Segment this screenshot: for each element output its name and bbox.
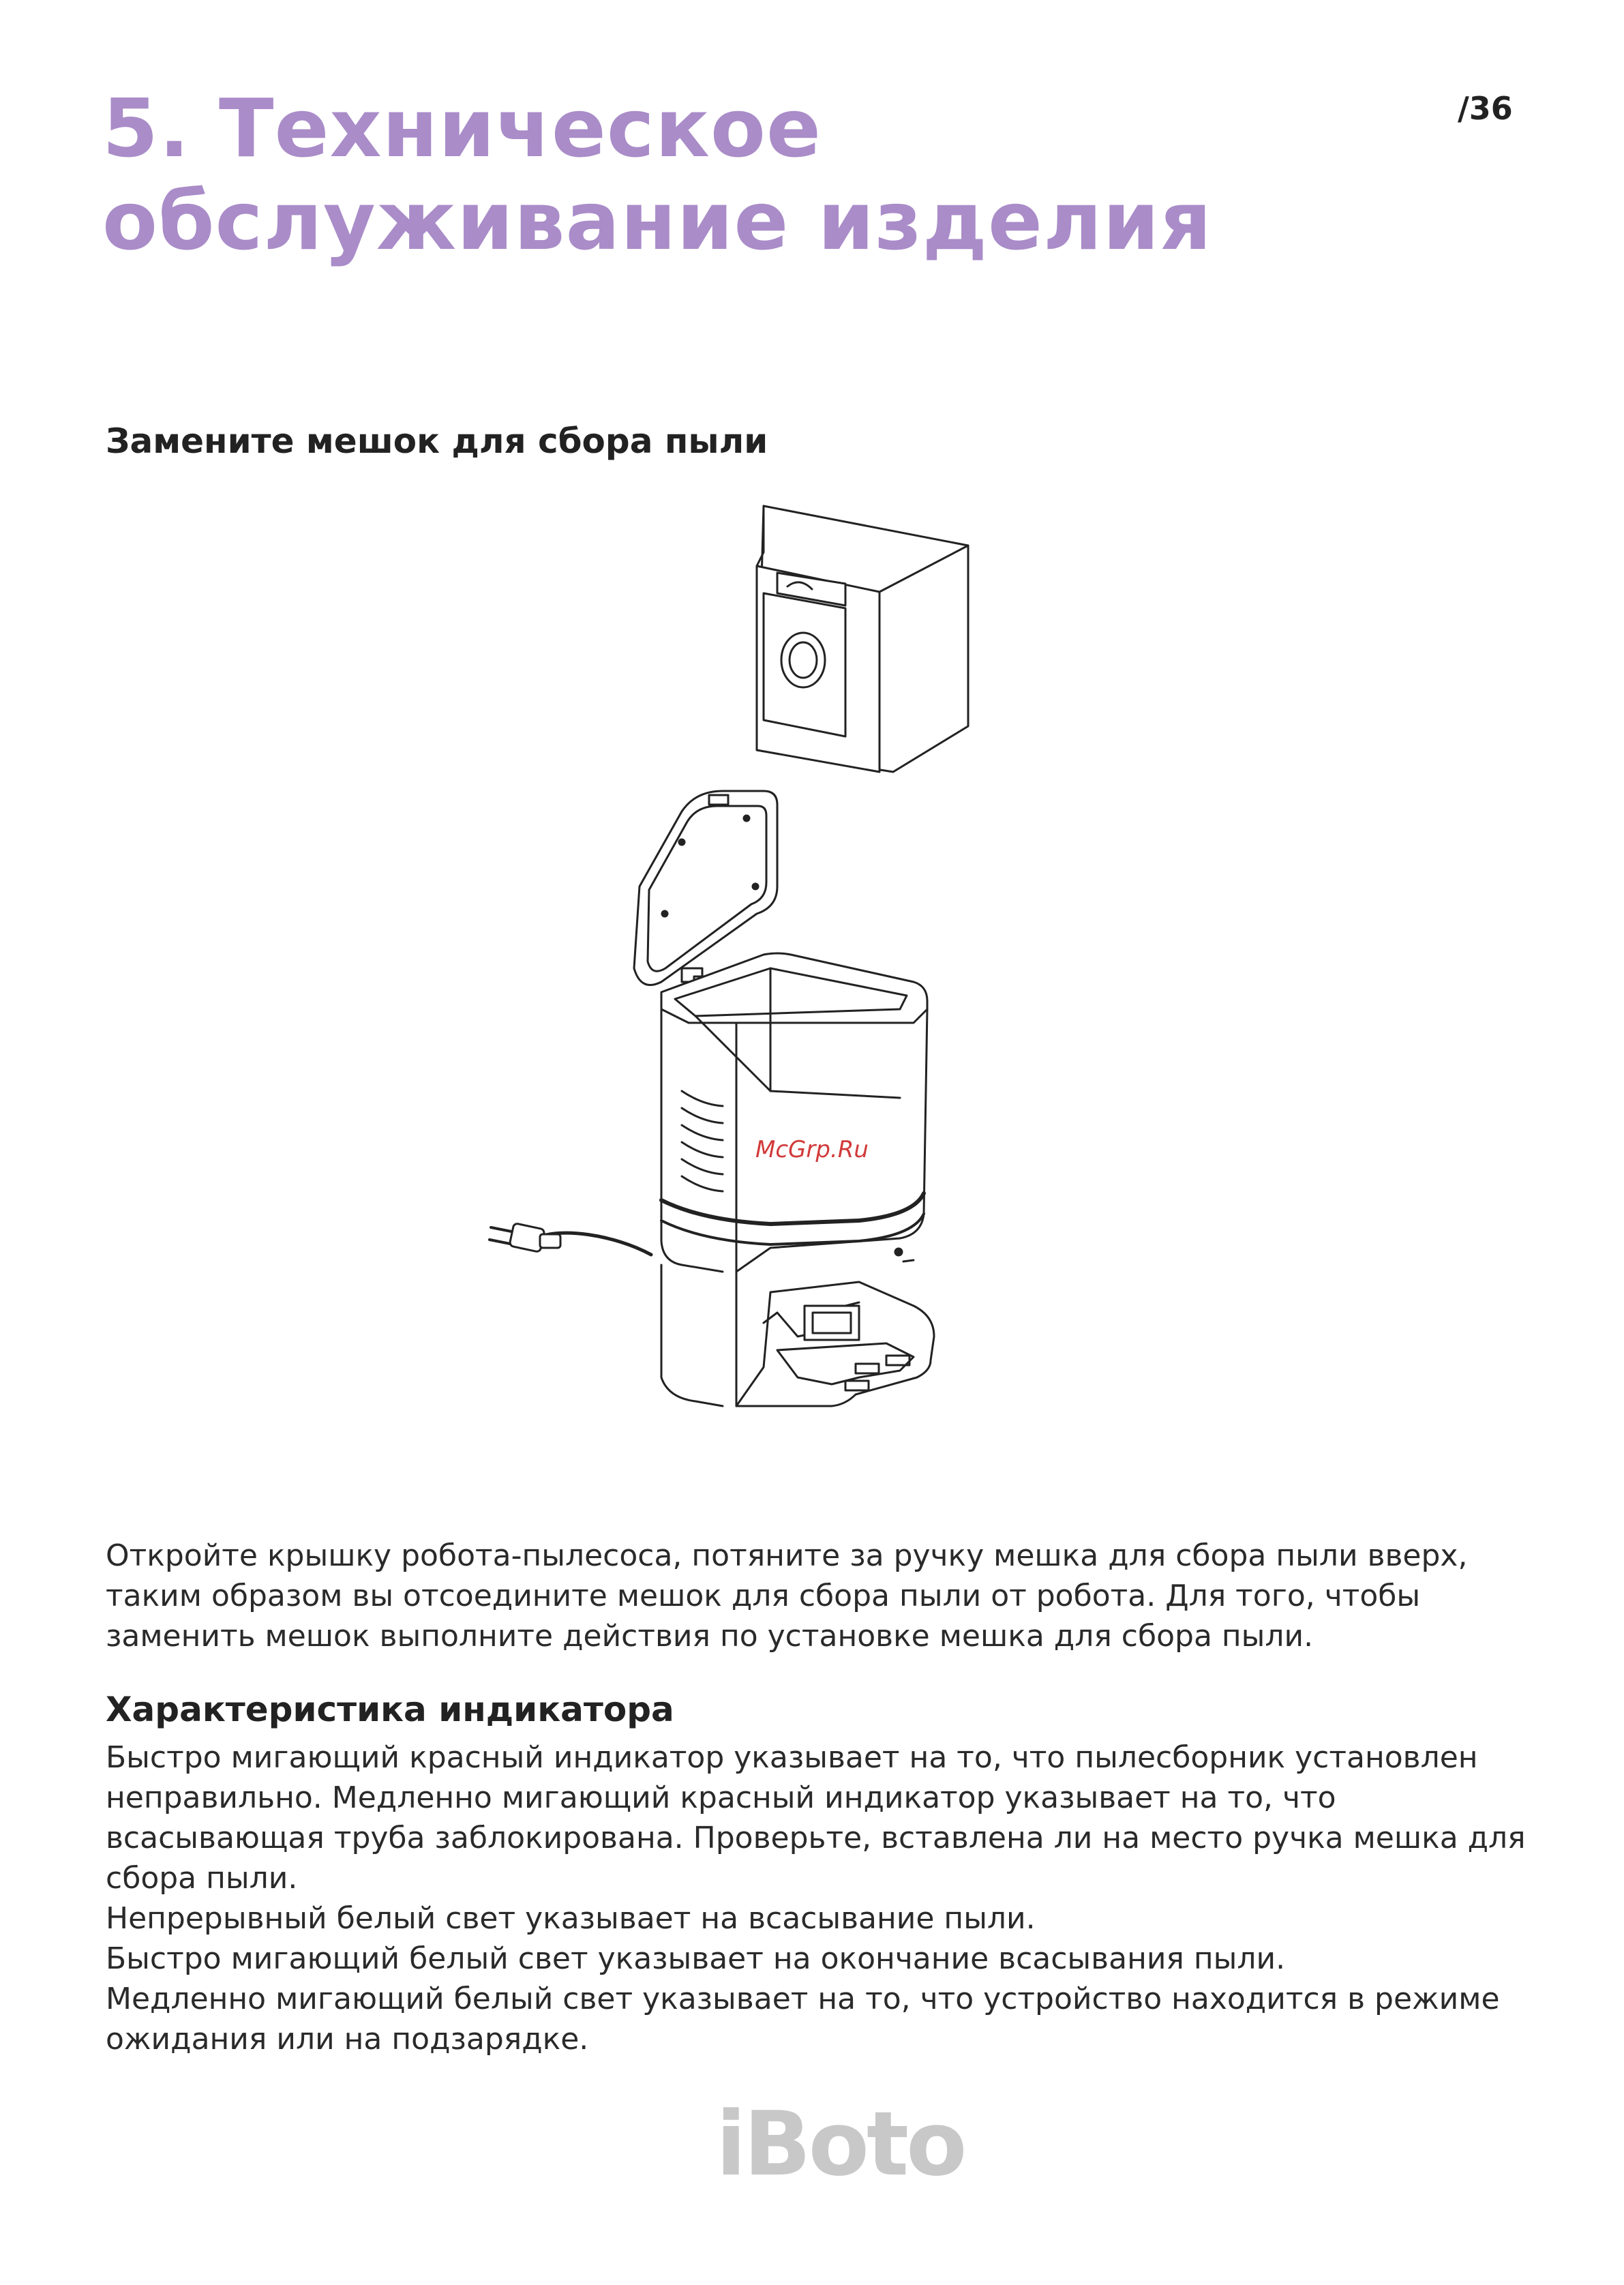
indicator-line: Быстро мигающий белый свет указывает на окончание всасывания пыли. <box>106 1941 1286 1976</box>
replace-instructions: Откройте крышку робота-пылесоса, потяните за ручку мешка для сбора пыли вверх, таким образом вы отсоедините мешок для сбора пыли от робота. Для того, чтобы заменить мешок выполните действия по установке мешка для сбора пыли. <box>106 1538 1468 1654</box>
dust-bag-icon <box>757 506 968 772</box>
section-heading-indicator: Характеристика индикатора <box>106 1690 674 1729</box>
page-title: 5. Техническое обслуживание изделия <box>102 81 1212 268</box>
indicator-line: Медленно мигающий белый свет указывает на то, что устройство находится в режиме ожидания или на подзарядке. <box>106 1982 1500 2057</box>
page-number: /36 <box>1458 90 1513 127</box>
watermark: McGrp.Ru <box>755 1136 869 1163</box>
indicator-description <box>106 1737 1537 2059</box>
station-body-icon <box>661 953 927 1272</box>
indicator-line: Непрерывный белый свет указывает на всасывание пыли. <box>106 1901 1036 1936</box>
station-base-icon <box>661 1265 934 1406</box>
section-heading-replace-bag: Замените мешок для сбора пыли <box>106 421 768 461</box>
brand-logo-text: iBoto <box>716 2092 965 2196</box>
dust-station-illustration <box>477 491 995 1473</box>
power-cord-icon <box>490 1223 651 1255</box>
indicator-line: Быстро мигающий красный индикатор указывает на то, что пылесборник установлен неправильно. Медленно мигающий красный индикатор указывает на то, что всасывающая труба заблокирована. Проверьте, вставлена ли на место ручка мешка для сбора пыли. <box>106 1740 1526 1896</box>
brand-logo <box>716 2092 965 2208</box>
